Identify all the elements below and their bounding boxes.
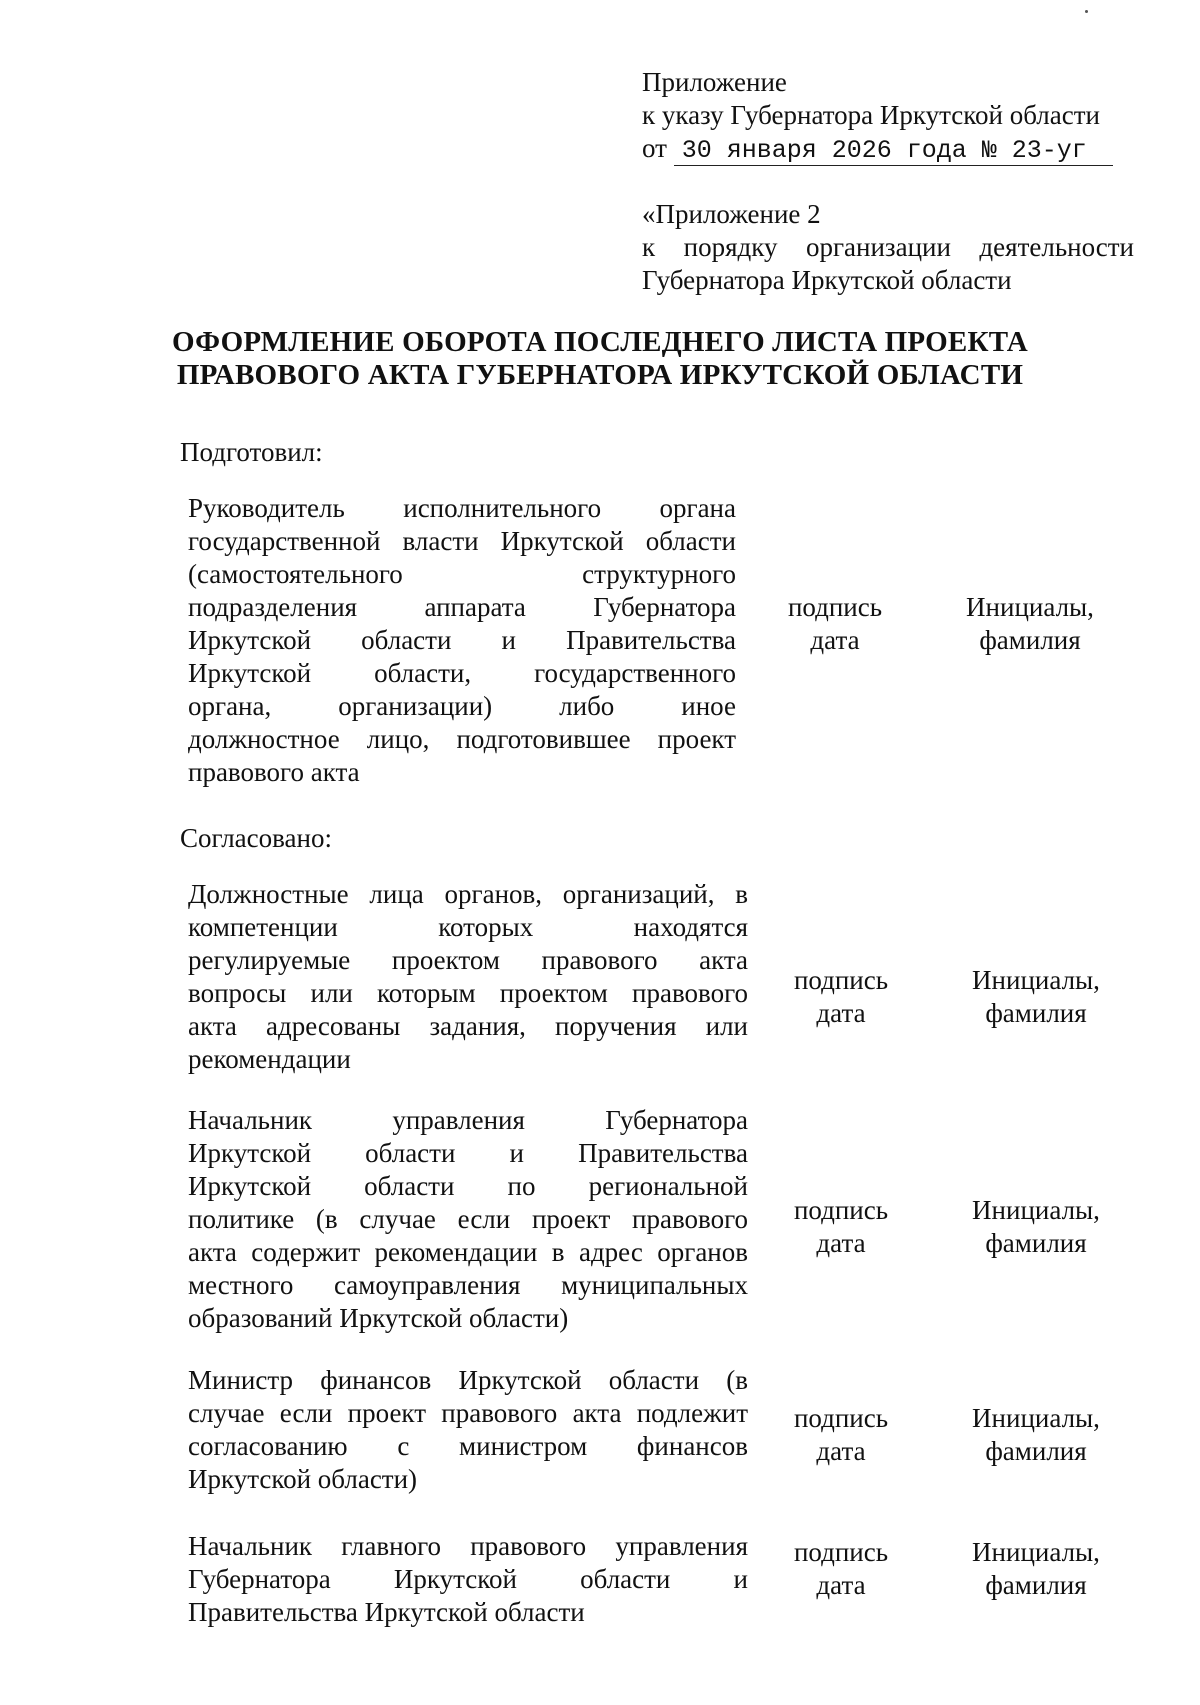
description-line: согласованию с министром финансов [188, 1431, 748, 1461]
description-line: случае если проект правового акта подлежит [188, 1398, 748, 1428]
section-agreed: Согласовано: [180, 823, 332, 853]
description-line: Иркутской области) [188, 1464, 418, 1494]
description-line: Иркутской области и Правительства [188, 1138, 748, 1168]
appendix2-reference: к порядку организации деятельности [642, 232, 1134, 262]
description-line: Правительства Иркутской области [188, 1597, 585, 1627]
surname-label: фамилия [985, 998, 1087, 1028]
description-line: регулируемые проектом правового акта [188, 945, 748, 975]
document-title [0, 326, 1200, 392]
signature-label: подпись [793, 1403, 889, 1433]
description-line: государственной власти Иркутской области [188, 526, 736, 556]
signature-label: подпись [793, 1195, 889, 1225]
position-description [188, 1104, 748, 1335]
description-line: компетенции которых находятся [188, 912, 748, 942]
appendix2-header [642, 198, 1134, 297]
appendix2-subject: Губернатора Иркутской области [642, 265, 1012, 295]
description-line: образований Иркутской области) [188, 1303, 569, 1333]
description-line: правового акта [188, 757, 360, 787]
name-placeholder [951, 1402, 1121, 1468]
description-line: Иркутской области, государственного [188, 658, 736, 688]
description-line: органа, организации) либо иное [188, 691, 736, 721]
description-line: подразделения аппарата Губернатора [188, 592, 736, 622]
date-label: дата [810, 625, 860, 655]
description-line: Губернатора Иркутской области и [188, 1564, 748, 1594]
signature-label: подпись [793, 965, 889, 995]
description-line: акта адресованы задания, поручения или [188, 1011, 748, 1041]
date-label: дата [816, 1228, 866, 1258]
initials-label: Инициалы, [966, 592, 1094, 622]
description-line: вопросы или которым проектом правового [188, 978, 748, 1008]
name-placeholder [951, 964, 1121, 1030]
decree-date-number: 30 января 2026 года № 23-уг [674, 137, 1113, 166]
scan-speck [1085, 10, 1088, 13]
appendix-header [642, 66, 1113, 166]
description-line: Иркутской области и Правительства [188, 625, 736, 655]
signature-date-placeholder [766, 1402, 916, 1468]
signature-date-placeholder [760, 591, 910, 657]
title-line-1: ОФОРМЛЕНИЕ ОБОРОТА ПОСЛЕДНЕГО ЛИСТА ПРОЕКТА [172, 326, 1028, 358]
date-label: дата [816, 998, 866, 1028]
description-line: Министр финансов Иркутской области (в [188, 1365, 748, 1395]
date-label: дата [816, 1570, 866, 1600]
description-line: должностное лицо, подготовившее проект [188, 724, 736, 754]
description-line: Начальник главного правового управления [188, 1531, 748, 1561]
position-description [188, 1530, 748, 1629]
description-line: политике (в случае если проект правового [188, 1204, 748, 1234]
name-placeholder [945, 591, 1115, 657]
description-line: рекомендации [188, 1044, 351, 1074]
initials-label: Инициалы, [972, 1537, 1100, 1567]
signature-label: подпись [787, 592, 883, 622]
description-line: (самостоятельного структурного [188, 559, 736, 589]
date-label: дата [816, 1436, 866, 1466]
description-line: Руководитель исполнительного органа [188, 493, 736, 523]
description-line: Иркутской области по региональной [188, 1171, 748, 1201]
initials-label: Инициалы, [972, 1403, 1100, 1433]
name-placeholder [951, 1194, 1121, 1260]
signature-label: подпись [793, 1537, 889, 1567]
surname-label: фамилия [985, 1570, 1087, 1600]
position-description [188, 1364, 748, 1496]
description-line: Начальник управления Губернатора [188, 1105, 748, 1135]
position-description [188, 492, 736, 789]
signature-date-placeholder [766, 964, 916, 1030]
section-prepared: Подготовил: [180, 437, 323, 467]
decree-date-line [642, 132, 1113, 166]
surname-label: фамилия [985, 1228, 1087, 1258]
appendix2-label: «Приложение 2 [642, 199, 821, 229]
position-description [188, 878, 748, 1076]
surname-label: фамилия [985, 1436, 1087, 1466]
appendix-label: Приложение [642, 67, 787, 97]
date-prefix: от [642, 133, 667, 163]
description-line: местного самоуправления муниципальных [188, 1270, 748, 1300]
initials-label: Инициалы, [972, 965, 1100, 995]
initials-label: Инициалы, [972, 1195, 1100, 1225]
title-line-2: ПРАВОВОГО АКТА ГУБЕРНАТОРА ИРКУТСКОЙ ОБЛАСТИ [176, 359, 1024, 391]
description-line: Должностные лица органов, организаций, в [188, 879, 748, 909]
decree-reference: к указу Губернатора Иркутской области [642, 100, 1100, 130]
description-line: акта содержит рекомендации в адрес органов [188, 1237, 748, 1267]
surname-label: фамилия [979, 625, 1081, 655]
name-placeholder [951, 1536, 1121, 1602]
signature-date-placeholder [766, 1194, 916, 1260]
signature-date-placeholder [766, 1536, 916, 1602]
